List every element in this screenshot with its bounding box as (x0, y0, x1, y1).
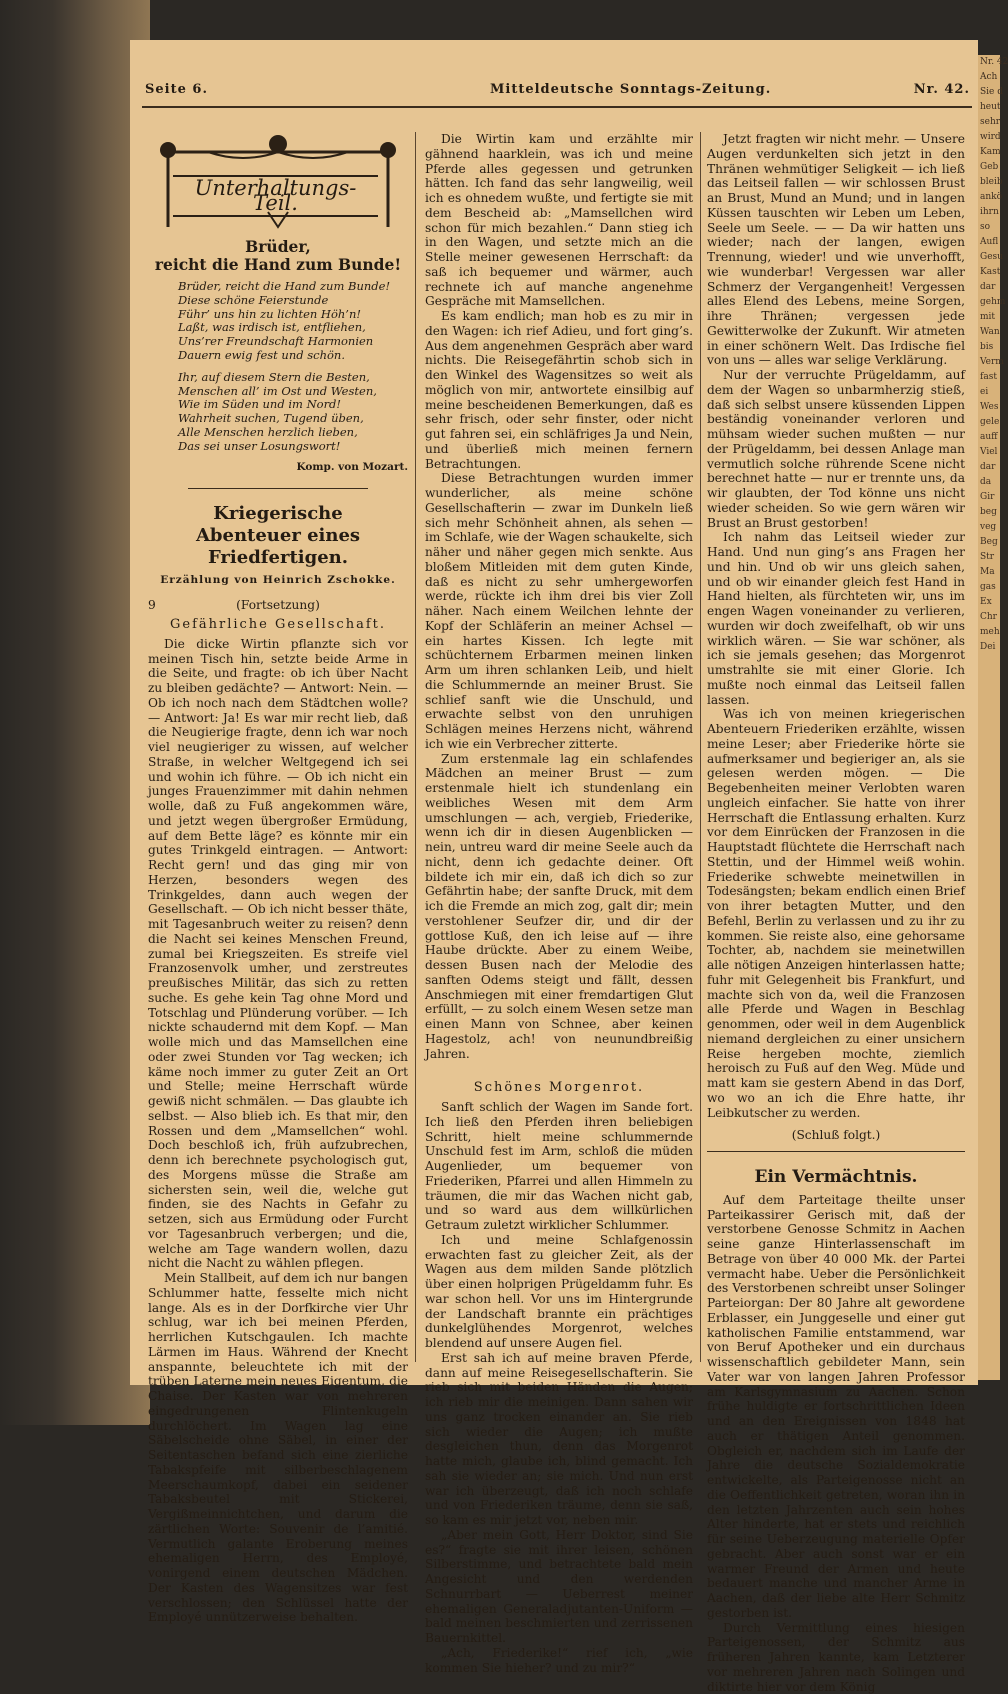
paragraph: Ich nahm das Leitseil wieder zur Hand. Und nun ging’s ans Fragen her und hin. Und ob wir uns gleich sahen, und ob wir einander gleich fest Hand in Hand hielten, als fürchteten wir, uns im engen Wagen voneinander zu verlieren, wurden wir doch zweifelhaft, ob wir uns wirklich wären. — Sie war schöner, als ich sie jemals gesehen; das Morgenrot umstrahlte sie mit einer Glorie. Ich mußte noch einmal das Leitseil fallen lassen. (707, 530, 965, 707)
strip-fragment: Str (978, 550, 1000, 565)
strip-fragment: sehr (978, 115, 1000, 130)
story-title (148, 503, 408, 569)
paragraph: Ich und meine Schlafgenossin erwachten fast zu gleicher Zeit, als der Wagen aus dem milden Sande plötzlich über einen holprigen Prügeldamm fuhr. Es war schon hell. Vor uns im Hintergrunde der Landschaft brannte ein prächtiges dunkelglühendes Morgenrot, welches blendend auf unsere Augen fiel. (425, 1233, 693, 1351)
strip-fragment: ihrn (978, 205, 1000, 220)
strip-fragment: Viel (978, 445, 1000, 460)
poem-line: Diese schöne Feierstunde (178, 294, 408, 308)
column-divider (700, 132, 701, 1362)
strip-fragment: meh (978, 625, 1000, 640)
strip-fragment: Nr. 42 (978, 55, 1000, 70)
chapter-heading: Gefährliche Gesellschaft. (148, 618, 408, 633)
newspaper-page (130, 40, 978, 1385)
strip-fragment: mit (978, 310, 1000, 325)
paragraph: Erst sah ich auf meine braven Pferde, dann auf meine Reisegesellschafterin. Sie rieb sich mit beiden Händen die Augen; ich rieb mir die meinigen. Dann sahen wir uns ganz trocken einander an. Sie rieb sich wieder die Augen; ich mußte desgleichen thun, denn das Morgenrot hatte mich, glaube ich, blind gemacht. Ich sah sie wieder an; sie mich. Und nun erst war ich überzeugt, daß ich noch schlafe und von Friederiken träume, denn sie saß, so kam es mir jetzt vor, neben mir. (425, 1351, 693, 1528)
poem-line: Uns’rer Freundschaft Harmonien (178, 335, 408, 349)
strip-fragment: auff (978, 430, 1000, 445)
strip-fragment: da (978, 475, 1000, 490)
strip-fragment: veg (978, 520, 1000, 535)
strip-fragment: Kast (978, 265, 1000, 280)
chapter-heading: Schönes Morgenrot. (425, 1081, 693, 1096)
poem-stanza (178, 280, 408, 363)
continuation-line (148, 598, 408, 616)
paragraph: Es kam endlich; man hob es zu mir in den Wagen: ich rief Adieu, und fort ging’s. Aus dem angenehmen Gespräch aber ward nichts. Die Reisegefährtin schob sich in den Winkel des Wagensitzes so weit als möglich von mir, antwortete einsilbig auf meine bescheidenen Bemerkungen, daß es sehr frisch, oder sehr finster, oder nicht gut fahren sei, ein schläfriges Ja und Nein, und überließ mich meinen fernern Betrachtungen. (425, 309, 693, 471)
column-3 (707, 132, 965, 1372)
paragraph: Auf dem Parteitage theilte unser Parteikassirer Gerisch mit, daß der verstorbene Genosse Schmitz in Aachen seine ganze Hinterlassenschaft im Betrage von über 40 000 Mk. der Partei vermacht habe. Ueber die Persönlichkeit des Verstorbenen schreibt unser Solinger Parteiorgan: Der 80 Jahre alt gewordene Erblasser, ein Junggeselle und einer gut katholischen Familie entstammend, war von Beruf Apotheker und ein durchaus wissenschaftlich gebildeter Mann, sein Vater war von langen Jahren Professor am Karlsgymnasium zu Aachen. Schon frühe huldigte er fortschrittlichen Ideen und an den Ereignissen von 1848 hat auch er thätigen Anteil genommen. Obgleich er, nachdem sich im Laufe der Jahre die deutsche Sozialdemokratie entwickelte, als Parteigenosse nicht an die Oeffentlichkeit getreten, woran ihn in den letzten Jahrzenten auch sein hohes Alter hinderte, hat er stets und reichlich für seine Ueberzeugung materielle Opfer gebracht. Aber auch sonst war er ein warmer Freund der Armen und heute bedauert manche und mancher Arme in Aachen, daß der liebe alte Herr Schmitz gestorben ist. (707, 1193, 965, 1621)
to-be-continued: (Schluß folgt.) (707, 1128, 965, 1143)
strip-fragment: heut (978, 100, 1000, 115)
paragraph: Sanft schlich der Wagen im Sande fort. Ich ließ den Pferden ihren beliebigen Schritt, hielt meine schlummernde Unschuld fest im Arm, schloß die müden Augenlieder, um bequemer von Friederiken, Pfarrei und allen Himmeln zu träumen, die mir das Wachen nicht gab, und so ward aus dem willkürlichen Getraum zuletzt wirklicher Schlummer. (425, 1100, 693, 1233)
strip-fragment: Aufl (978, 235, 1000, 250)
strip-fragment: Ach (978, 70, 1000, 85)
strip-fragment: ei (978, 385, 1000, 400)
paragraph: „Aber mein Gott, Herr Doktor, sind Sie es?“ fragte sie mit ihrer leisen, schönen Silberstimme, und betrachtete bald mein Angesicht und den werdenden Schnurrbart — Ueberrest meiner ehemaligen Generaladjutanten-Uniform — bald meinen beschmierten und zerrissenen Bauernkittel. (425, 1528, 693, 1646)
column-2 (425, 132, 693, 1372)
strip-fragment: gele (978, 415, 1000, 430)
spacer (425, 1061, 693, 1079)
paragraph: Durch Vermittlung eines hiesigen Parteigenossen, der Schmitz aus früheren Jahren kannte, kam Letzterer vor mehreren Jahren nach Solingen und diktirte hier vor dem König (707, 1621, 965, 1694)
strip-fragment: Ex (978, 595, 1000, 610)
paragraph: Jetzt fragten wir nicht mehr. — Unsere Augen verdunkelten sich jetzt in den Thränen wehmütiger Seligkeit — ich ließ das Leitseil fallen — wir schlossen Brust an Brust, Mund an Mund; und in langen Küssen tauschten wir Leben um Leben, Seele um Seele. — — Da wir hatten uns wieder; nach der langen, ewigen Trennung, wieder! und wie unverhofft, wie wunderbar! Vergessen war aller Schmerz der Vergangenheit! Vergessen alles Elend des Lebens, meine Sorgen, ihre Thränen; vergessen jede Gewitterwolke der Zukunft. Wir atmeten in einer schönern Welt. Das Irdische fiel von uns — alles war selige Verklärung. (707, 132, 965, 368)
poem-line: Wie im Süden und im Nord! (178, 398, 408, 412)
strip-fragment: Wan (978, 325, 1000, 340)
ornament-lamp (380, 142, 396, 158)
column-1 (148, 132, 408, 1372)
strip-fragment: gehm (978, 295, 1000, 310)
article-title: Ein Vermächtnis. (707, 1151, 965, 1185)
strip-fragment: Gesu (978, 250, 1000, 265)
poem-body (178, 280, 408, 454)
poem-line: Laßt, was irdisch ist, entfliehen, (178, 321, 408, 335)
strip-fragment: gas (978, 580, 1000, 595)
strip-fragment: bis (978, 340, 1000, 355)
header-rule (142, 106, 972, 108)
strip-fragment: dar (978, 460, 1000, 475)
adjacent-page-edge (978, 55, 1000, 1380)
ornament-lamp (160, 142, 176, 158)
poem-title-line-1: Brüder, (148, 238, 408, 256)
strip-fragment: Chr (978, 610, 1000, 625)
book-binding (0, 0, 150, 1425)
strip-fragment: dar (978, 280, 1000, 295)
strip-fragment: Sie d (978, 85, 1000, 100)
issue-number: Nr. 42. (914, 82, 970, 97)
strip-fragment: Gir (978, 490, 1000, 505)
strip-fragment: beg (978, 505, 1000, 520)
paragraph: Zum erstenmale lag ein schlafendes Mädchen an meiner Brust — zum erstenmale hielt ich stundenlang ein weibliches Wesen mit dem Arm umschlungen — ach, vergieb, Friederike, wenn ich dir in diesen Augenblicken — nein, untreu ward dir meine Seele auch da nicht, denn ich gedachte deiner. Oft bildete ich mir ein, daß ich dich so zur Gefährtin habe; der sanfte Druck, mit dem ich die Fremde an mich zog, galt dir; mein verstohlener Seufzer dir, und dir der gottlose Kuß, den ich leise auf — ihre Haube drückte. Aber zu einem Weibe, dessen Busen nach der Melodie des sanften Odems steigt und fällt, dessen Anschmiegen mit einer fremdartigen Glut erfüllt, — zu solch einem Wesen setze man einen Mann von Schnee, aber keinen Hagestolz, ach! von neunundbreißig Jahren. (425, 752, 693, 1062)
section-title: Unterhaltungs-Teil. (173, 175, 378, 217)
poem-line: Wahrheit suchen, Tugend üben, (178, 412, 408, 426)
poem-title-line-2: reicht die Hand zum Bunde! (148, 256, 408, 274)
poem-line: Menschen all’ im Ost und Westen, (178, 385, 408, 399)
newspaper-title: Mitteldeutsche Sonntags-Zeitung. (490, 82, 771, 97)
poem-composer: Komp. von Mozart. (148, 460, 408, 475)
strip-fragment: Geb (978, 160, 1000, 175)
poem-title (148, 238, 408, 274)
paragraph: Die Wirtin kam und erzählte mir gähnend haarklein, was ich und meine Pferde alles gegessen und getrunken hätten. Ich fand das sehr langweilig, weil ich es ohnedem wußte, und fertigte sie mit dem Bescheid ab: „Mamsellchen wird schon für mich bezahlen.“ Dann stieg ich in den Wagen, und setzte mich an die Stelle meiner gewesenen Herrschaft: da saß ich bequemer und wärmer, auch rechnete ich auf manche angenehme Gespräche mit Mamsellchen. (425, 132, 693, 309)
strip-fragment: wird (978, 130, 1000, 145)
strip-fragment: Beg (978, 535, 1000, 550)
paragraph: Diese Betrachtungen wurden immer wunderlicher, als meine schöne Gesellschafterin — zwar im Dunkeln ließ sich mehr Schönheit ahnen, als sehen — im Schlafe, wie der Wagen schaukelte, sich näher und näher gegen mich senkte. Aus bloßem Mitleiden mit dem guten Kinde, daß es nicht zu sehr umhergeworfen werde, rückte ich ihm drei bis vier Zoll näher. Nach einem Weilchen lehnte der Kopf der Schläferin an meiner Achsel — ein hartes Kissen. Ich legte mit schüchternem Erbarmen meinen linken Arm um ihren schlanken Leib, und hielt die Schlummernde an meiner Brust. Sie schlief sanft wie die Unschuld, und erwachte selbst von den unruhigen Schlägen meines Herzens nicht, während ich wie ein Verbrecher zitterte. (425, 471, 693, 751)
strip-fragment: Ma (978, 565, 1000, 580)
poem-stanza (178, 371, 408, 454)
continuation-label: (Fortsetzung) (148, 598, 408, 613)
strip-fragment: Kam (978, 145, 1000, 160)
strip-fragment: bleib (978, 175, 1000, 190)
poem-line: Führ’ uns hin zu lichten Höh’n! (178, 308, 408, 322)
paragraph: „Ach, Friederike!“ rief ich, „wie kommen Sie hieher? und zu mir?“ (425, 1646, 693, 1676)
poem-line: Das sei unser Losungswort! (178, 440, 408, 454)
paragraph: Was ich von meinen kriegerischen Abenteuern Friederiken erzählte, wissen meine Leser; aber Friederike hörte sie aufmerksamer und begieriger an, als sie gelesen werden mögen. — Die Begebenheiten meiner Verlobten waren ungleich einfacher. Sie hatte von ihrer Herrschaft die Entlassung erhalten. Kurz vor dem Einrücken der Franzosen in die Hauptstadt flüchtete die Herrschaft nach Stettin, und der Himmel weiß wohin. Friederike schwebte meinetwillen in Todesängsten; bekam endlich einen Brief von ihrer betagten Mutter, und den Befehl, Berlin zu verlassen und zu ihr zu kommen. Sie reiste also, eine gehorsame Tochter, ab, nachdem sie meinetwillen alle nötigen Anzeigen hinterlassen hatte; fuhr mit Gelegenheit bis Frankfurt, und machte sich von da, weil die Franzosen alle Pferde und Wagen in Beschlag genommen, oder weil in dem Augenblick niemand dergleichen zu einer unsichern Reise hergeben mochte, ziemlich heroisch zu Fuß auf den Weg. Müde und matt kam sie gestern Abend in das Dorf, wo wo an ich die Ehre hatte, ihr Leibkutscher zu werden. (707, 707, 965, 1120)
divider-line (188, 488, 368, 489)
page-number: Seite 6. (145, 82, 208, 97)
strip-fragment: ankö (978, 190, 1000, 205)
poem-line: Ihr, auf diesem Stern die Besten, (178, 371, 408, 385)
column-divider (415, 132, 416, 1362)
story-author: Erzählung von Heinrich Zschokke. (148, 573, 408, 588)
strip-fragment: Wes (978, 400, 1000, 415)
strip-fragment: fast (978, 370, 1000, 385)
poem-line: Alle Menschen herzlich lieben, (178, 426, 408, 440)
paragraph: Mein Stallbeit, auf dem ich nur bangen Schlummer hatte, fesselte mich nicht lange. Als es in der Dorfkirche vier Uhr schlug, war ich bei meinen Pferden, herrlichen Kutschgaulen. Ich machte Lärmen im Haus. Während der Knecht anspannte, beleuchtete ich mit der trüben Laterne mein neues Eigentum, die Chaise. Der Kasten war von mehreren eingedrungenen Flintenkugeln durchlöchert. Im Wagen lag eine Säbelscheide ohne Säbel, in einer der Seitentaschen befand sich eine zierliche Tabakspfeife mit silberbeschlagenem Meerschaumkopf, dabei ein seidener Tabaksbeutel mit Stickerei, Vergißmeinnichtchen, und darum die zärtlichen Worte: Souvenir de l’amitié. Vermutlich galante Eroberung meines ehemaligen Herrn, des Employé, vonirgend einem deutschen Mädchen. Der Kasten des Wagensitzes war fest verschlossen; den Schlüssel hatte der Employé unnützerweise behalten. (148, 1271, 408, 1625)
ornament-lamp (269, 135, 287, 153)
story-title-line-1: Kriegerische (148, 503, 408, 525)
poem-line: Brüder, reicht die Hand zum Bunde! (178, 280, 408, 294)
section-ornament (148, 132, 408, 232)
strip-fragment: Verm (978, 355, 1000, 370)
installment-number: 9 (148, 598, 156, 613)
strip-fragment: Dei (978, 640, 1000, 655)
poem-line: Dauern ewig fest und schön. (178, 349, 408, 363)
paragraph: Die dicke Wirtin pflanzte sich vor meinen Tisch hin, setzte beide Arme in die Seite, und fragte: ob ich über Nacht zu bleiben gedächte? — Antwort: Nein. — Ob ich noch nach dem Städtchen wolle? — Antwort: Ja! Es war mir recht lieb, daß die Neugierige fragte, denn ich war noch viel neugieriger zu wissen, auf welcher Straße, in welcher Weltgegend ich sei und wohin ich führe. — Ob ich nicht ein junges Frauenzimmer mit dahin nehmen wolle, daß zu Fuß angekommen wäre, und jetzt wegen übergroßer Ermüdung, auf dem Bette läge? es könnte mir ein gutes Trinkgeld eintragen. — Antwort: Recht gern! und das ging mir von Herzen, besonders wegen des Trinkgeldes, dann auch wegen der Gesellschaft. — Ob ich nicht besser thäte, mit Tagesanbruch weiter zu reisen? denn die Nacht sei keines Menschen Freund, zumal bei Kriegszeiten. Es streife viel Franzosenvolk umher, und zerstreutes preußisches Militär, das sich zu retten suche. Es gehe kein Tag ohne Mord und Totschlag und Plünderung vorüber. — Ich nickte schaudernd mit dem Kopf. — Man wolle mich und das Mamsellchen eine oder zwei Stunden vor Tag wecken; ich käme noch immer zu guter Zeit an Ort und Stelle; meine Herrschaft würde gewiß nicht schmälen. — Das glaubte ich selbst. — Also blieb ich. Es that mir, den Rossen und dem „Mamsellchen“ wohl. Doch beschloß ich, früh aufzubrechen, denn ich berechnete psychologisch gut, des Morgens müsse die Straße am sichersten sein, weil die, welche gut finden, sie des Nachts in Gefahr zu setzen, sich aus Ermüdung oder Furcht vor Tagesanbruch verbergen; und die, welche am Tage wandern wollen, dazu nicht die Nacht zu wählen pflegen. (148, 637, 408, 1271)
paragraph: Nur der verruchte Prügeldamm, auf dem der Wagen so unbarmherzig stieß, daß sich selbst unsere küssenden Lippen beständig voneinander verloren und mühsam wieder suchen mußten — nur der Prügeldamm, bei dessen Anlage man vermutlich solche rührende Scene nicht berechnet hatte — nur er trennte uns, da wir glaubten, der Tod könne uns nicht wieder scheiden. So wie gern wären wir Brust an Brust gestorben! (707, 368, 965, 530)
strip-fragment: so (978, 220, 1000, 235)
page-header (145, 82, 970, 102)
story-title-line-2: Abenteuer eines Friedfertigen. (148, 525, 408, 569)
